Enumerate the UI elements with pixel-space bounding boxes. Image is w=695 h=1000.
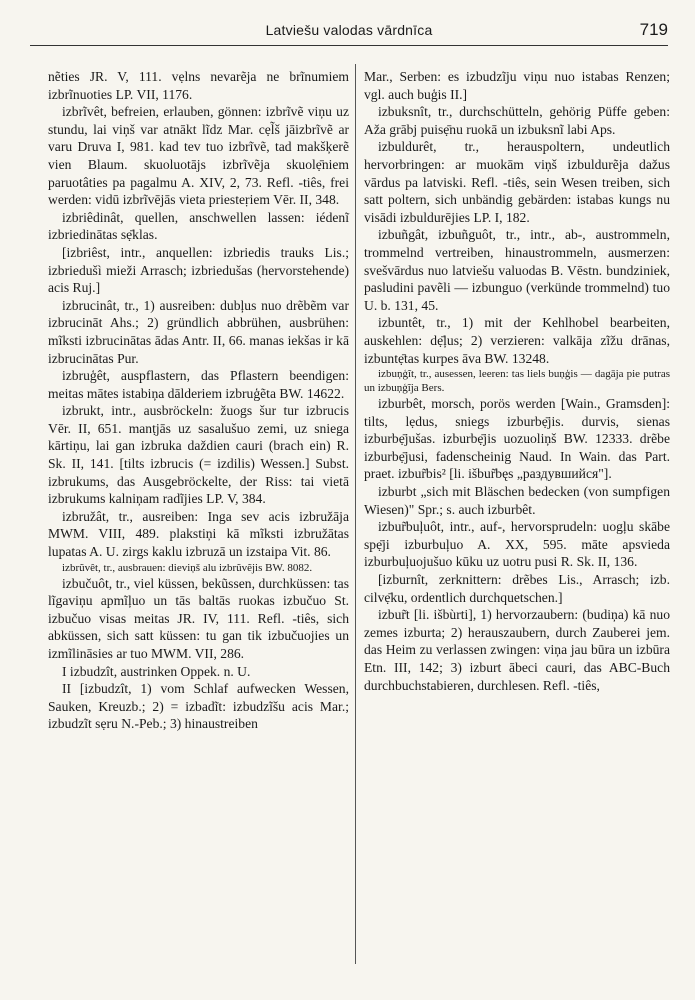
- entry-izbruvet: izbrũvêt, tr., ausbrauen: dieviņš alu izbrũvẽjis BW. 8082.: [62, 561, 313, 574]
- left-column: [48, 68, 349, 733]
- entry-izburbuluot: izbur̃buļuôt, intr., auf-, hervorsprudeln: uogļu skābe spẹ̄ji izburbuļuo A. XX, 595. māte apsvieda izburbuļuojušuo kūku uz uotru pusi R. Sk. II, 136.: [364, 519, 670, 570]
- entry-izbruget: izbruģêt, auspflastern, das Pflastern beendigen: meitas mātes istabiņa dālderiem izbruģẽta BW. 14622.: [48, 368, 349, 401]
- entry-izbruzat: izbružât, tr., ausreiben: Inga sev acis izbružāja MWM. VIII, 489. plakstiņi kā mĩksti izbružātas lupatas A. U. zirgs kaklu izbruzā un izstaipa Vit. 86.: [48, 508, 349, 560]
- entry-izbriest: [izbriêst, intr., anquellen: izbriedis trauks Lis.; izbriedušì mieži Arrasch; izbriedušas (hervorstehende) acis Ruj.]: [48, 244, 349, 296]
- column-divider: [355, 64, 356, 964]
- entry-izbrucinat: izbrucinât, tr., 1) ausreiben: dubļus nuo drẽbẽm var izbrucināt Ahs.; 2) gründlich abbrühen, ausbrühen: mĩksti izbrucinātas ādas Antr. II, 66. manas iekšas ir kā izbrucinātas Pur.: [48, 297, 349, 366]
- entry-izburbet: izburbêt, morsch, porös werden [Wain., Gramsden]: tilts, lẹdus, sniegs izburbẹ̄jis. durvis, sienas izburbẹ̄jušas. izburbẹ̄jis uozuoliņš BW. 12333. drẽbe izburbẹ̄jusi, fadenscheinig Naud. In Wain. das Part. praet. izbur̃bis² [li. išbur̃bęs „раздувшийся"].: [364, 396, 670, 482]
- entry-izburbt: izburbt „sich mit Bläschen bedecken (von sumpfigen Wiesen)" Spr.; s. auch izburbêt.: [364, 484, 670, 517]
- entry-continuation: Mar., Serben: es izbudzĩju viņu nuo istabas Renzen; vgl. auch buģis II.]: [364, 69, 670, 102]
- entry-izbriedinat: izbriêdinât, quellen, anschwellen lassen: iédenĩ izbriedinātas sẹ̄klas.: [48, 209, 349, 243]
- entry-izbuksnit: izbuksnît, tr., durchschütteln, gehörig Püffe geben: Aža grābj puisẹ̄nu ruokā un izbuksnĩ labi Aps.: [364, 104, 670, 137]
- page-number: 719: [639, 20, 668, 39]
- entry-izbungat: izbuñgât, izbuñguôt, tr., intr., ab-, austrommeln, trommelnd vertreiben, hinaustrommeln, ausmerzen: svešvārdus nuo latviešu valuodas B. Vēstn. bundziniek, pasludini pavẽli — izbunguo (verkünde trommelnd) tuo U. b. 131, 45.: [364, 227, 670, 313]
- entry-izbudzit-2: II [izbudzît, 1) vom Schlaf aufwecken Wessen, Sauken, Kreuzb.; 2) = izbadĩt: izbudzĩšu acis Mar.; izbudzĩt sẹru N.-Peb.; 3) hinaustreiben: [48, 681, 349, 732]
- entry-izburnit: [izburnît, zerknittern: drẽbes Lis., Arrasch; izb. cilvẹ̄ku, ordentlich durchquetschen.]: [364, 572, 670, 605]
- entry-izbudzit-1: I izbudzît, austrinken Oppek. n. U.: [62, 663, 251, 679]
- entry-izbungit: izbuņģĩt, tr., ausessen, leeren: tas liels buņģis — dagāja pie putras un izbuņģĩja Bers.: [364, 368, 670, 395]
- entry-izbuntet: izbuntêt, tr., 1) mit der Kehlhobel bearbeiten, auskehlen: dẹ̄ļus; 2) verzieren: valkāja zĩžu drānas, izbuntẹ̄tas kurpes āva BW. 13248.: [364, 315, 670, 366]
- entry-continuation: nẽties JR. V, 111. vẹlns nevarẽja ne brĩnumiem izbrĩnuoties LP. VII, 1176.: [48, 69, 349, 102]
- right-column: [364, 68, 670, 694]
- entry-izbrivet: izbrĩvêt, befreien, erlauben, gönnen: izbrĩvẽ viņu uz stundu, lai viņš var atnākt lĩdz Mar. cẹl̃š jāizbrĩvẽ ar varu Druva I, 981. kad tev tuo izbrĩvẽ, tad makšķerẽ vien Blaum. skuoluotājs izbrĩvẽja skuolẹ̄niem paruotâties pa pagalmu A. XIV, 2, 73. Refl. -tiês, frei werden: vidū izbrĩvējās vieta priesteṛiem Vēr. II, 348.: [48, 104, 349, 208]
- entry-izbulduret: izbuldurêt, tr., herauspoltern, undeutlich hervorbringen: ar muokām viņš izbuldurẽja dažus vārdus pa latviski. Refl. -tiês, sein Wesen treiben, sich satt poltern, sich unbändig gebärden: istabas kungs nu visādi izbuldurējies LP. I, 182.: [364, 139, 670, 225]
- entry-izburt: izbur̃t [li. išbùrti], 1) hervorzaubern: (budiņa) kā nuo zemes izburta; 2) herauszaubern, durch Zauberei jem. das Heim zu verlassen zwingen: viņa jau būra un izbūra Etn. III, 142; 3) izburt ābeci cauri, das ABC-Buch durchbuchstabieren, durchlesen. Refl. -tiês,: [364, 607, 670, 693]
- entry-izbrukt: izbrukt, intr., ausbröckeln: žuogs šur tur izbrucis Vēr. II, 651. manṭjās uz sasalušuo zemi, uz sniega kārtiņu, lai gan izbruka daždien cauri (brach ein) R. Sk. II, 141. [tilts izbrucis (= izdilis) Wessen.] Subst. izbrukums, das Ausgebröckelte, der Riss: tai vietā izbrukums kalniņam radĩjies LP. V, 384.: [48, 403, 349, 507]
- running-title: Latviešu valodas vārdnīca: [265, 22, 433, 38]
- entry-izbucuot: izbučuôt, tr., viel küssen, bekũssen, durchküssen: tas lĩgaviņu apmĩļuo un tās baltās ruokas izbučuo St. izbučuo visas meitas JR. IV, 111. Refl. -tiês, sich abküssen, sich satt küssen: tu gan tik izbučuojies un izmĩlināsies ar tuo MWM. VII, 286.: [48, 575, 349, 661]
- page-header: [30, 18, 668, 46]
- header-rule: [30, 45, 668, 46]
